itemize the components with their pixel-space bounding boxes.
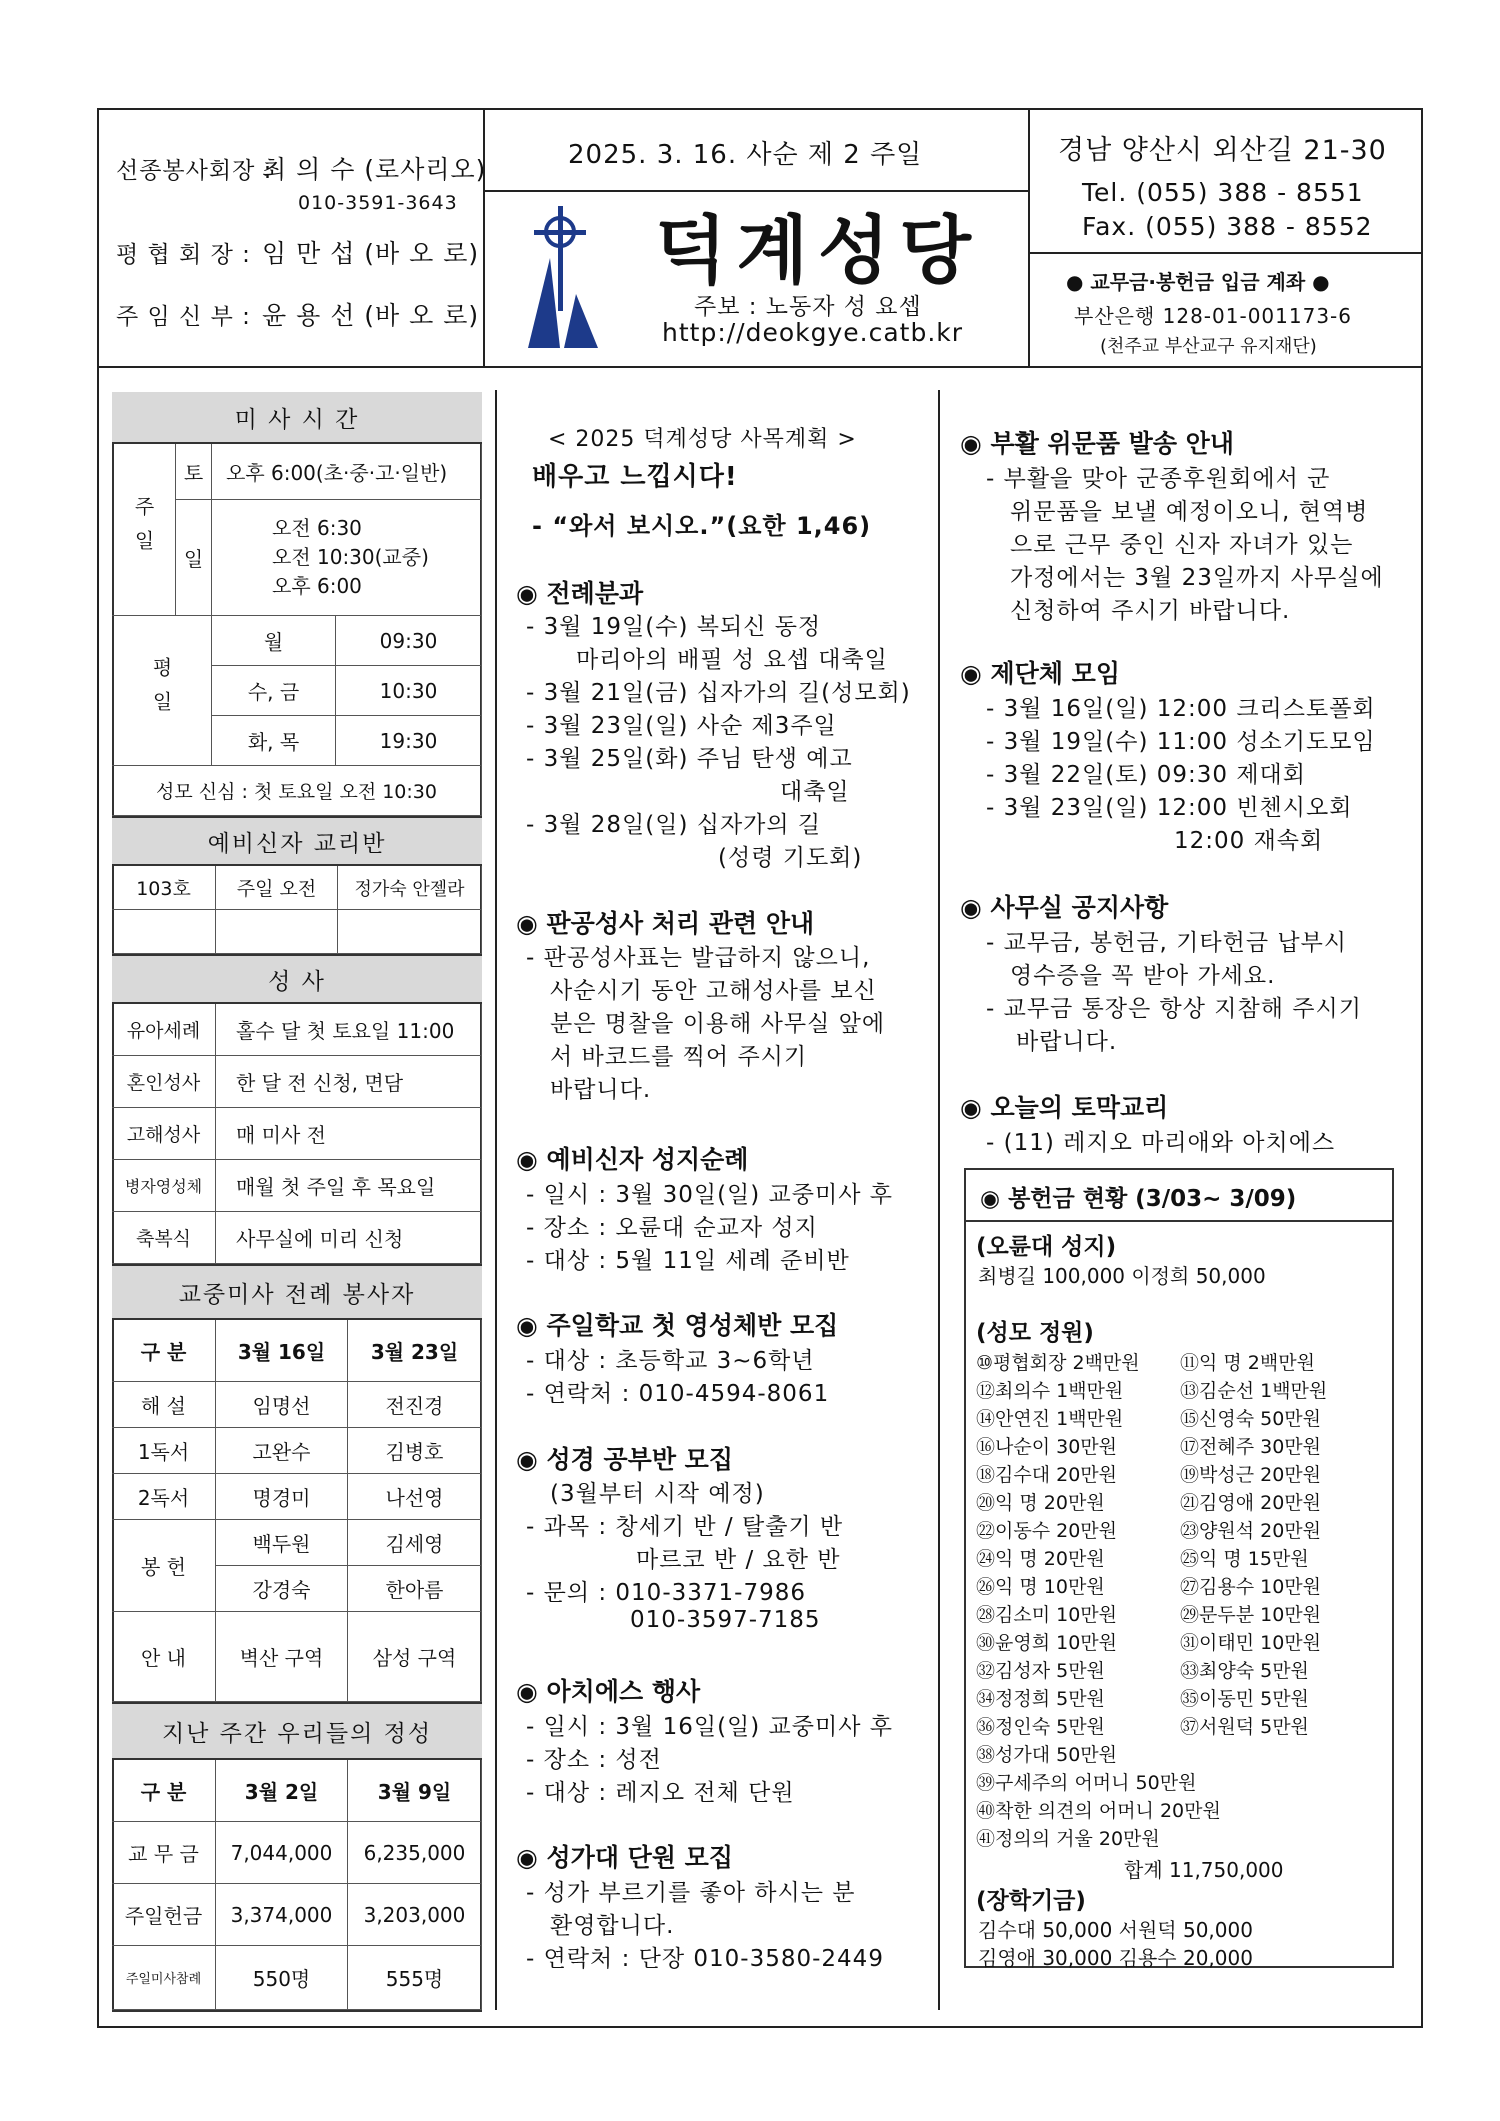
- offerings-title: 지난 주간 우리들의 정성: [112, 1702, 482, 1760]
- weekday-time: 19:30: [336, 716, 482, 766]
- liturgy-line: - 3월 23일(일) 사순 제3주일: [526, 713, 837, 739]
- acies-line: - 일시 : 3월 16일(일) 교중미사 후: [526, 1714, 893, 1740]
- bible-study-line: 010-3597-7185: [630, 1607, 821, 1633]
- fax-number: Fax. (055) 388 - 8552: [1082, 212, 1373, 241]
- donation-entry: ㉗김용수 10만원: [1180, 1576, 1321, 1598]
- header-divider-right: [1028, 108, 1030, 366]
- donation-entry: ㉑김영애 20만원: [1180, 1492, 1321, 1514]
- pilgrimage-line: - 일시 : 3월 30일(일) 교중미사 후: [526, 1182, 893, 1208]
- offering-amount: 555명: [348, 1946, 482, 2010]
- donation-entry: ⑲박성근 20만원: [1180, 1464, 1321, 1486]
- liturgy-line: - 3월 25일(화) 주님 탄생 예고: [526, 746, 853, 772]
- easter-gift-line: 으로 근무 중인 신자 자녀가 있는: [1010, 532, 1354, 558]
- donation-entry: ㊴구세주의 어머니 50만원: [976, 1772, 1197, 1794]
- parish-address: 경남 양산시 외산길 21-30: [1058, 135, 1387, 166]
- empty-cell: [112, 910, 216, 954]
- donation-entry: ㉟이동민 5만원: [1180, 1688, 1309, 1710]
- easter-gift-title: ◉ 부활 위문품 발송 안내: [960, 429, 1234, 458]
- plan-motto: 배우고 느낍시다!: [532, 462, 738, 492]
- sunday-school-line: - 대상 : 초등학교 3~6학년: [526, 1348, 815, 1374]
- weekday-time: 09:30: [336, 616, 482, 666]
- sat-mass-time: 오후 6:00(초·중·고·일반): [212, 444, 482, 500]
- donation-entry: ㉙문두분 10만원: [1180, 1604, 1321, 1626]
- donation-entry: ㉜김성자 5만원: [976, 1660, 1105, 1682]
- pilgrimage-title: ◉ 예비신자 성지순례: [516, 1145, 749, 1174]
- donation-entry: ⑬김순선 1백만원: [1180, 1380, 1328, 1402]
- donation-entry: ⑩평협회장 2백만원: [976, 1352, 1140, 1374]
- groups-line: - 3월 23일(일) 12:00 빈첸시오회: [986, 795, 1353, 821]
- bank-account: 부산은행 128-01-001173-6: [1074, 304, 1352, 328]
- sunday-school-title: ◉ 주일학교 첫 영성체반 모집: [516, 1311, 839, 1340]
- office-line: - 교무금 통장은 항상 지참해 주시기: [986, 996, 1362, 1022]
- server-name: 나선영: [348, 1474, 482, 1520]
- oryundae-title: (오륜대 성지): [976, 1234, 1117, 1260]
- liturgy-line: - 3월 21일(금) 십자가의 길(성모회): [526, 680, 911, 706]
- church-logo: [520, 198, 600, 348]
- choir-line: - 성가 부르기를 좋아 하시는 분: [526, 1880, 856, 1906]
- sacrament-info: 홀수 달 첫 토요일 11:00: [216, 1004, 482, 1056]
- account-title: ● 교무금·봉헌금 입금 계좌 ●: [1066, 270, 1330, 294]
- bible-study-line: (3월부터 시작 예정): [550, 1481, 765, 1507]
- pilgrimage-line: - 장소 : 오륜대 순교자 성지: [526, 1215, 818, 1241]
- acies-title: ◉ 아치에스 행사: [516, 1677, 701, 1706]
- donation-entry: ㉖익 명 10만원: [976, 1576, 1105, 1598]
- server-name: 김병호: [348, 1428, 482, 1474]
- column-divider-1: [495, 390, 497, 2010]
- chair-name: 최 의 수 (로사리오): [262, 155, 487, 184]
- server-name: 임명선: [216, 1382, 348, 1428]
- account-owner: (천주교 부산교구 유지재단): [1100, 336, 1317, 357]
- offering-amount: 3,203,000: [348, 1884, 482, 1946]
- plan-quote: - “와서 보시오.”(요한 1,46): [532, 512, 872, 540]
- offering-amount: 7,044,000: [216, 1822, 348, 1884]
- catechumen-teacher: 정가숙 안젤라: [338, 866, 482, 910]
- sacrament-name: 유아세례: [112, 1004, 216, 1056]
- confession-line: - 판공성사표는 발급하지 않으니,: [526, 945, 871, 971]
- server-name: 백두원: [216, 1520, 348, 1566]
- sacrament-name: 혼인성사: [112, 1056, 216, 1108]
- server-name: 명경미: [216, 1474, 348, 1520]
- weekday-time: 10:30: [336, 666, 482, 716]
- catechumen-title: 예비신자 교리반: [112, 816, 482, 866]
- office-line: 영수증을 꼭 받아 가세요.: [1010, 963, 1276, 989]
- empty-cell: [216, 910, 338, 954]
- server-role: 해 설: [112, 1382, 216, 1428]
- confession-title: ◉ 판공성사 처리 관련 안내: [516, 909, 815, 938]
- sun-mass-time-2: 오전 10:30(교중): [272, 545, 429, 569]
- column-divider-2: [938, 390, 940, 2010]
- groups-line: - 3월 19일(수) 11:00 성소기도모임: [986, 729, 1376, 755]
- liturgy-title: ◉ 전례분과: [516, 579, 644, 608]
- sunday-label: 주일: [131, 495, 155, 564]
- liturgy-line: 대축일: [780, 779, 850, 805]
- confession-line: 바랍니다.: [550, 1077, 652, 1103]
- catechumen-room: 103호: [112, 866, 216, 910]
- offering-type: 주일미사참례: [112, 1946, 216, 2010]
- easter-gift-line: 위문품을 보낼 예정이오니, 현역병: [1010, 499, 1369, 525]
- server-name: 전진경: [348, 1382, 482, 1428]
- donation-entry: ⑮신영숙 50만원: [1180, 1408, 1321, 1430]
- offering-type: 주일헌금: [112, 1884, 216, 1946]
- offering-amount: 550명: [216, 1946, 348, 2010]
- groups-line: 12:00 재속회: [1174, 828, 1324, 854]
- sun-mass-time-1: 오전 6:30: [272, 516, 362, 540]
- marian-devotion-note: 성모 신심 : 첫 토요일 오전 10:30: [112, 766, 482, 816]
- weekday-day: 월: [212, 616, 336, 666]
- server-name: 삼성 구역: [348, 1612, 482, 1702]
- scholarship-title: (장학기금): [976, 1888, 1086, 1914]
- council-label: 평 협 회 장 :: [116, 242, 251, 268]
- confession-line: 사순시기 동안 고해성사를 보신: [550, 978, 877, 1004]
- patron-saint: 주보 : 노동자 성 요셉: [694, 294, 922, 320]
- donations-title: ◉ 봉헌금 현황 (3/03~ 3/09): [980, 1186, 1297, 1212]
- offering-amount: 3,374,000: [216, 1884, 348, 1946]
- office-line: 바랍니다.: [1016, 1029, 1118, 1055]
- issue-date: 2025. 3. 16. 사순 제 2 주일: [568, 140, 923, 170]
- servers-header: 구 분: [112, 1320, 216, 1382]
- donation-entry: ㉕익 명 15만원: [1180, 1548, 1309, 1570]
- offering-amount: 6,235,000: [348, 1822, 482, 1884]
- header-divider: [97, 366, 1423, 368]
- liturgy-line: (성령 기도회): [718, 845, 863, 871]
- server-name: 고완수: [216, 1428, 348, 1474]
- weekday-label: 평일: [149, 656, 173, 725]
- donation-entry: ㊶정의의 거울 20만원: [976, 1828, 1160, 1850]
- groups-line: - 3월 16일(일) 12:00 크리스토폴회: [986, 696, 1376, 722]
- bible-study-line: 마르코 반 / 요한 반: [636, 1547, 841, 1573]
- acies-line: - 장소 : 성전: [526, 1747, 662, 1773]
- catechumen-time: 주일 오전: [216, 866, 338, 910]
- sunday-school-line: - 연락처 : 010-4594-8061: [526, 1381, 830, 1407]
- pastor-name: 윤 용 선 (바 오 로): [262, 301, 480, 330]
- parish-title: 덕계성당: [655, 208, 981, 294]
- sacrament-info: 한 달 전 신청, 면담: [216, 1056, 482, 1108]
- server-name: 김세영: [348, 1520, 482, 1566]
- acies-line: - 대상 : 레지오 전체 단원: [526, 1780, 795, 1806]
- scholarship-line: 김수대 50,000 서원덕 50,000: [978, 1918, 1253, 1942]
- office-line: - 교무금, 봉헌금, 기타헌금 납부시: [986, 930, 1347, 956]
- sacrament-info: 매 미사 전: [216, 1108, 482, 1160]
- oryundae-donations: 최병길 100,000 이정희 50,000: [978, 1264, 1266, 1288]
- easter-gift-line: 가정에서는 3월 23일까지 사무실에: [1010, 565, 1384, 591]
- liturgy-line: 마리아의 배필 성 요셉 대축일: [576, 647, 888, 673]
- donations-total: 합계 11,750,000: [1124, 1858, 1284, 1882]
- server-name: 강경숙: [216, 1566, 348, 1612]
- donation-entry: ⑭안연진 1백만원: [976, 1408, 1124, 1430]
- offerings-header: 3월 9일: [348, 1760, 482, 1822]
- easter-gift-line: - 부활을 맞아 군종후원회에서 군: [986, 466, 1331, 492]
- servers-header: 3월 23일: [348, 1320, 482, 1382]
- scholarship-line: 김영애 30,000 김용수 20,000: [978, 1946, 1253, 1970]
- offerings-header: 3월 2일: [216, 1760, 348, 1822]
- sat-label: 토: [176, 444, 212, 500]
- donation-entry: ⑱김수대 20만원: [976, 1464, 1117, 1486]
- server-role: 2독서: [112, 1474, 216, 1520]
- donation-entry: ㉚윤영희 10만원: [976, 1632, 1117, 1654]
- sun-mass-times: [212, 500, 482, 616]
- confession-line: 서 바코드를 찍어 주시기: [550, 1044, 808, 1070]
- offering-type: 교 무 금: [112, 1822, 216, 1884]
- chair-phone: 010-3591-3643: [298, 192, 458, 214]
- choir-title: ◉ 성가대 단원 모집: [516, 1843, 733, 1872]
- pastor-label: 주 임 신 부 :: [116, 304, 251, 330]
- bible-study-title: ◉ 성경 공부반 모집: [516, 1445, 733, 1474]
- chair-label: 선종봉사회장 :: [116, 158, 273, 184]
- offerings-header: 구 분: [112, 1760, 216, 1822]
- donation-entry: ㉛이태민 10만원: [1180, 1632, 1321, 1654]
- donation-entry: ㊵착한 의견의 어머니 20만원: [976, 1800, 1221, 1822]
- office-title: ◉ 사무실 공지사항: [960, 893, 1169, 922]
- website-url[interactable]: http://deokgye.catb.kr: [662, 318, 964, 347]
- sacrament-name: 고해성사: [112, 1108, 216, 1160]
- sacrament-info: 매월 첫 주일 후 목요일: [216, 1160, 482, 1212]
- donation-entry: ㉒이동수 20만원: [976, 1520, 1117, 1542]
- donation-entry: ㉞정정희 5만원: [976, 1688, 1105, 1710]
- mass-times-title: 미 사 시 간: [112, 392, 482, 444]
- easter-gift-line: 신청하여 주시기 바랍니다.: [1010, 598, 1291, 624]
- liturgy-line: - 3월 28일(일) 십자가의 길: [526, 812, 822, 838]
- server-name: 벽산 구역: [216, 1612, 348, 1702]
- servers-header: 3월 16일: [216, 1320, 348, 1382]
- weekday-day: 화, 목: [212, 716, 336, 766]
- plan-title: < 2025 덕계성당 사목계획 >: [548, 427, 857, 452]
- donation-entry: ㉝최양숙 5만원: [1180, 1660, 1309, 1682]
- liturgy-line: - 3월 19일(수) 복되신 동정: [526, 614, 822, 640]
- council-name: 임 만 섭 (바 오 로): [262, 239, 480, 268]
- sacrament-name: 축복식: [112, 1212, 216, 1264]
- donation-entry: ⑫최의수 1백만원: [976, 1380, 1124, 1402]
- donation-entry: ㉓양원석 20만원: [1180, 1520, 1321, 1542]
- sun-label: 일: [176, 500, 212, 616]
- donation-entry: ⑰전혜주 30만원: [1180, 1436, 1321, 1458]
- confession-line: 분은 명찰을 이용해 사무실 앞에: [550, 1011, 886, 1037]
- catechism-title: ◉ 오늘의 토막교리: [960, 1093, 1169, 1122]
- donation-entry: ㊳성가대 50만원: [976, 1744, 1117, 1766]
- servers-title: 교중미사 전례 봉사자: [112, 1264, 482, 1320]
- pilgrimage-line: - 대상 : 5월 11일 세례 준비반: [526, 1248, 850, 1274]
- server-role: 안 내: [112, 1612, 216, 1702]
- donation-entry: ㊲서원덕 5만원: [1180, 1716, 1309, 1738]
- server-name: 한아름: [348, 1566, 482, 1612]
- donation-entry: ㉔익 명 20만원: [976, 1548, 1105, 1570]
- header-account-divider: [1028, 252, 1423, 254]
- donation-entry: ㉘김소미 10만원: [976, 1604, 1117, 1626]
- header-divider-left: [483, 108, 485, 366]
- weekday-day: 수, 금: [212, 666, 336, 716]
- donation-entry: ㊱정인숙 5만원: [976, 1716, 1105, 1738]
- groups-line: - 3월 22일(토) 09:30 제대회: [986, 762, 1306, 788]
- donation-entry: ⑯나순이 30만원: [976, 1436, 1117, 1458]
- donation-entry: ⑳익 명 20만원: [976, 1492, 1105, 1514]
- sun-mass-time-3: 오후 6:00: [272, 574, 362, 598]
- weekday-label-cell: [112, 616, 212, 766]
- bible-study-line: - 과목 : 창세기 반 / 탈출기 반: [526, 1514, 844, 1540]
- donation-entry: ⑪익 명 2백만원: [1180, 1352, 1315, 1374]
- empty-cell: [338, 910, 482, 954]
- choir-line: 환영합니다.: [550, 1913, 675, 1939]
- groups-title: ◉ 제단체 모임: [960, 659, 1120, 688]
- sunday-label-cell: [112, 444, 176, 616]
- catechism-line: - (11) 레지오 마리애와 아치에스: [986, 1130, 1336, 1156]
- choir-line: - 연락처 : 단장 010-3580-2449: [526, 1946, 884, 1972]
- server-role: 봉 헌: [112, 1520, 216, 1612]
- sacrament-info: 사무실에 미리 신청: [216, 1212, 482, 1264]
- sacrament-name: 병자영성체: [112, 1160, 216, 1212]
- phone-number: Tel. (055) 388 - 8551: [1082, 178, 1364, 207]
- seongmo-title: (성모 정원): [976, 1320, 1094, 1346]
- server-role: 1독서: [112, 1428, 216, 1474]
- sacraments-title: 성 사: [112, 954, 482, 1004]
- bible-study-line: - 문의 : 010-3371-7986: [526, 1580, 806, 1606]
